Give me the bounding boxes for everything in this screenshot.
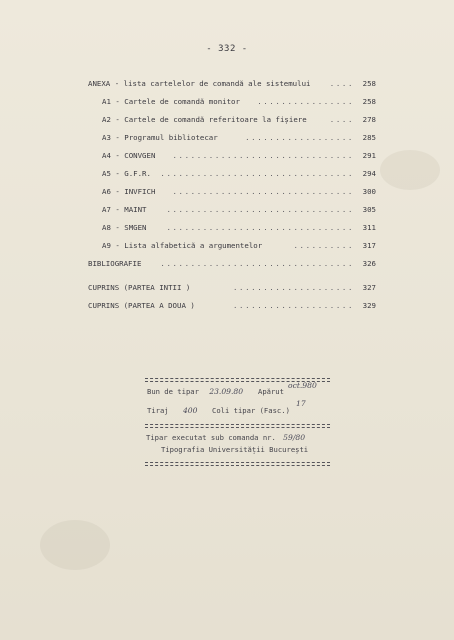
paper-stain [380,150,440,190]
dot-leader: .... [329,79,354,88]
toc-page-number: 305 [362,205,376,214]
dot-leader: ................................ [160,259,354,268]
comanda-line [146,432,305,444]
toc-page-number: 278 [362,115,376,124]
toc-page-number: 311 [362,223,376,232]
toc-page-number: 317 [362,241,376,250]
toc-page-number: 258 [362,97,376,106]
toc-page-number: 329 [362,301,376,310]
toc-label: CUPRINS (PARTEA A DOUA ) [88,301,195,310]
dot-leader: ............................... [166,223,354,232]
toc-entry-a2 [102,114,376,126]
coli-line [212,405,290,417]
toc-entry-cuprins-1 [88,282,376,294]
aparut-label: Apărut [258,387,284,396]
bun-de-tipar-value: 23.09.80 [209,387,244,396]
coli-value: 17 [296,399,306,408]
toc-label: ANEXA - lista cartelelor de comandă ale sistemului [88,79,311,88]
toc-entry-a3 [102,132,376,144]
comanda-value: 59/80 [283,433,306,442]
toc-label: BIBLIOGRAFIE [88,259,142,268]
toc-page-number: 300 [362,187,376,196]
dot-leader: ............................... [166,205,354,214]
toc-entry-a4 [102,150,376,162]
toc-entry-a1 [102,96,376,108]
toc-label: A3 - Programul bibliotecar [102,133,218,142]
tiraj-label: Tiraj [147,406,169,415]
toc-entry-cuprins-2 [88,300,376,312]
toc-entry-a6 [102,186,376,198]
dot-leader: .............................. [172,151,354,160]
divider [145,427,330,428]
toc-entry-a7 [102,204,376,216]
toc-page-number: 326 [362,259,376,268]
dot-leader: .............................. [172,187,354,196]
toc-label: A1 - Cartele de comandă monitor [102,97,240,106]
dot-leader: ................ [257,97,354,106]
coli-value-line [296,398,306,410]
aparut-value: oct.980 [288,381,317,390]
toc-page-number: 327 [362,283,376,292]
aparut-value-line [288,380,317,392]
divider [145,378,330,379]
toc-label: A5 - G.F.R. [102,169,151,178]
divider [145,424,330,425]
tiraj-line [147,405,197,417]
comanda-text: Tipar executat sub comanda nr. [146,433,276,442]
page-number: - 332 - [206,44,248,54]
toc-entry-a9 [102,240,376,252]
toc-page-number: 285 [362,133,376,142]
toc-label: A2 - Cartele de comandă referitoare la fișiere [102,115,307,124]
toc-label: A6 - INVFICH [102,187,156,196]
toc-page-number: 291 [362,151,376,160]
dot-leader: .................... [233,283,354,292]
tiraj-value: 400 [182,406,198,415]
aparut-line [258,386,284,398]
paper-stain [40,520,110,570]
divider [145,462,330,463]
tipografia-text: Tipografia Universității București [161,445,309,454]
dot-leader: .... [329,115,354,124]
toc-entry-anexa [88,78,376,90]
dot-leader: .................. [245,133,354,142]
toc-label: A8 - SMGEN [102,223,147,232]
toc-label: A4 - CONVGEN [102,151,156,160]
toc-label: A7 - MAINT [102,205,147,214]
toc-page-number: 294 [362,169,376,178]
coli-label: Coli tipar (Fasc.) [212,406,290,415]
toc-label: A9 - Lista alfabetică a argumentelor [102,241,263,250]
toc-label: CUPRINS (PARTEA INTII ) [88,283,191,292]
dot-leader: ................................ [160,169,354,178]
toc-entry-a5 [102,168,376,180]
divider [145,465,330,466]
dot-leader: .......... [293,241,354,250]
toc-page-number: 258 [362,79,376,88]
toc-entry-bibliografie [88,258,376,270]
bun-de-tipar-line [147,386,243,398]
bun-de-tipar-label: Bun de tipar [147,387,199,396]
toc-entry-a8 [102,222,376,234]
tipografia-line [161,444,308,456]
dot-leader: .................... [233,301,354,310]
